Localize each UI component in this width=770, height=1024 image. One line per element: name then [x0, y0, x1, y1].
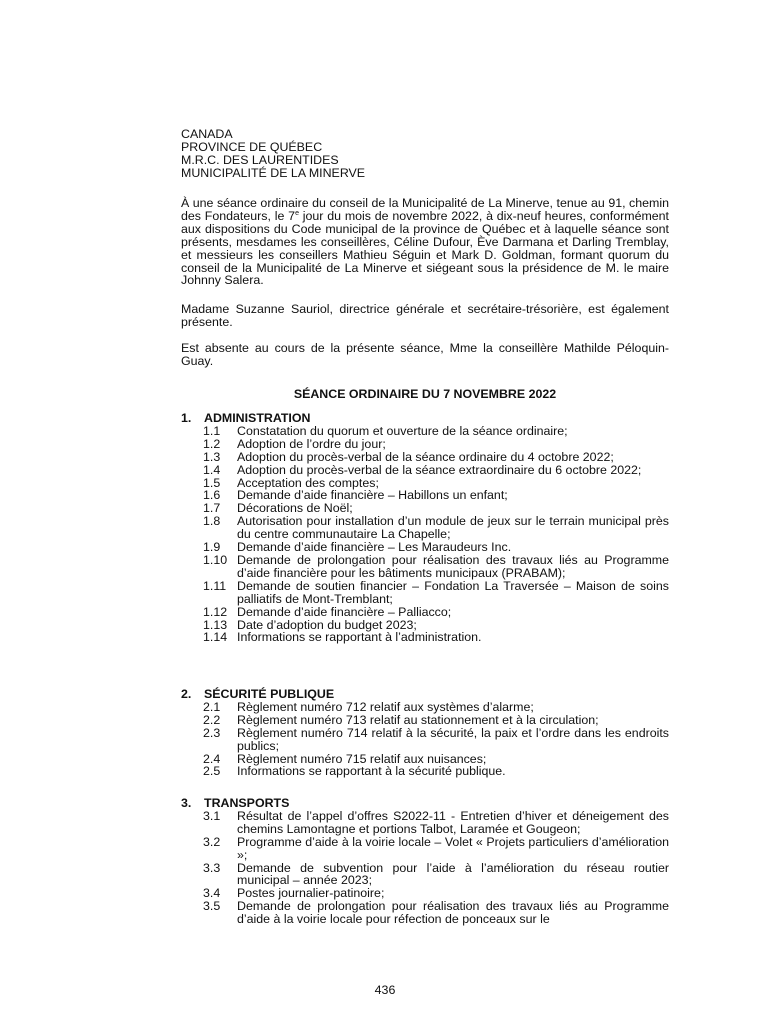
item-text: Date d’adoption du budget 2023;: [237, 617, 417, 632]
agenda-item: [181, 836, 669, 862]
item-number: 2.5: [203, 764, 221, 779]
header-mrc: M.R.C. DES LAURENTIDES: [181, 152, 339, 167]
item-text: Constatation du quorum et ouverture de la séance ordinaire;: [237, 423, 568, 438]
item-number: 1.9: [203, 540, 221, 555]
item-text: Adoption de l’ordre du jour;: [237, 436, 386, 451]
header-province: PROVINCE DE QUÉBEC: [181, 139, 323, 154]
item-number: 1.12: [203, 604, 228, 619]
item-text: Règlement numéro 713 relatif au stationnement et à la circulation;: [237, 712, 599, 727]
item-number: 3.1: [203, 808, 221, 823]
item-number: 1.6: [203, 488, 221, 503]
document-header: [181, 128, 681, 180]
agenda-item: [181, 810, 669, 836]
intro-paragraph-director: Madame Suzanne Sauriol, directrice générale et secrétaire-trésorière, est également présente.: [181, 302, 669, 329]
header-municipality: MUNICIPALITÉ DE LA MINERVE: [181, 165, 366, 180]
agenda-item: [181, 554, 669, 580]
item-text: Demande de subvention pour l’aide à l’amélioration du réseau routier municipal – année 2023;: [237, 860, 669, 888]
item-text: Résultat de l’appel d’offres S2022-11 - Entretien d’hiver et déneigement des chemins Lamontagne et portions Talbot, Laramée et Gougeon;: [237, 808, 669, 836]
section-heading: [181, 688, 669, 701]
agenda-item: [181, 425, 669, 438]
item-number: 2.1: [203, 699, 221, 714]
item-text: Demande de prolongation pour réalisation des travaux liés au Programme d’aide à la voirie locale pour réfection de ponceaux sur le: [237, 899, 669, 927]
section-administration: [181, 412, 669, 644]
item-number: 3.4: [203, 886, 221, 901]
item-text: Règlement numéro 715 relatif aux nuisances;: [237, 751, 487, 766]
agenda-item: [181, 438, 669, 451]
header-country: CANADA: [181, 127, 233, 141]
section-heading: [181, 797, 669, 810]
item-number: 2.3: [203, 725, 221, 740]
agenda-item: [181, 606, 669, 619]
agenda-item: [181, 727, 669, 753]
agenda-item: [181, 451, 669, 464]
item-text: Décorations de Noël;: [237, 501, 353, 516]
section-number: 1.: [181, 411, 192, 425]
section-heading: [181, 412, 669, 425]
agenda-item: [181, 701, 669, 714]
intro-paragraph-attendance: [181, 197, 669, 287]
item-number: 1.11: [203, 578, 227, 593]
item-text: Informations se rapportant à l’administration.: [237, 630, 482, 645]
item-number: 1.10: [203, 552, 228, 567]
item-number: 3.3: [203, 860, 221, 875]
section-public-safety: [181, 688, 669, 778]
item-text: Programme d’aide à la voirie locale – Volet « Projets particuliers d’amélioration »;: [237, 834, 669, 862]
item-text: Adoption du procès-verbal de la séance ordinaire du 4 octobre 2022;: [237, 449, 614, 464]
section-title: SÉCURITÉ PUBLIQUE: [204, 687, 335, 701]
item-number: 3.5: [203, 899, 221, 914]
item-text: Demande d’aide financière – Habillons un enfant;: [237, 488, 508, 503]
item-text: Adoption du procès-verbal de la séance extraordinaire du 6 octobre 2022;: [237, 462, 642, 477]
intro-text-part2: jour du mois de novembre 2022, à dix-neuf heures, conformément aux dispositions du Code municipal de la province de Québec et à laquelle séance sont présents, mesdames les conseillères, Céline Dufour, Ève Darmana et Darling Tremblay, et messieurs les conseillers Mathieu Séguin et Mark D. Goldman, formant quorum du conseil de la Municipalité de La Minerve et siégeant sous la présidence de M. le maire Johnny Salera.: [181, 208, 669, 288]
item-number: 1.14: [203, 630, 228, 645]
item-number: 1.3: [203, 449, 221, 464]
item-number: 1.1: [203, 423, 221, 438]
agenda-item: [181, 900, 669, 926]
item-number: 1.13: [203, 617, 228, 632]
item-text: Autorisation pour installation d’un module de jeux sur le terrain municipal près du centre communautaire La Chapelle;: [237, 514, 669, 542]
intro-text-part1: À une séance ordinaire du conseil de la Municipalité de La Minerve, tenue au 91, chemin des Fondateurs, le 7: [181, 196, 669, 223]
section-transports: [181, 797, 669, 926]
item-text: Règlement numéro 712 relatif aux systèmes d’alarme;: [237, 699, 534, 714]
section-title: TRANSPORTS: [204, 796, 290, 810]
item-number: 1.8: [203, 514, 221, 529]
section-number: 3.: [181, 796, 192, 810]
item-text: Demande d’aide financière – Les Maraudeurs Inc.: [237, 540, 512, 555]
agenda-item: [181, 464, 669, 477]
item-text: Informations se rapportant à la sécurité publique.: [237, 764, 506, 779]
section-title: ADMINISTRATION: [204, 411, 311, 425]
item-number: 2.4: [203, 751, 221, 766]
agenda-item: [181, 862, 669, 888]
agenda-item: [181, 714, 669, 727]
page-number: 436: [374, 983, 396, 997]
agenda-item: [181, 515, 669, 541]
item-number: 1.5: [203, 475, 221, 490]
intro-paragraph-absence: Est absente au cours de la présente séance, Mme la conseillère Mathilde Péloquin-Guay.: [181, 341, 669, 368]
item-number: 1.4: [203, 462, 221, 477]
item-text: Demande de soutien financier – Fondation La Traversée – Maison de soins palliatifs de Mont-Tremblant;: [237, 578, 669, 606]
intro-ordinal-superscript: e: [295, 209, 299, 217]
item-number: 1.7: [203, 501, 221, 516]
item-text: Demande d’aide financière – Palliacco;: [237, 604, 452, 619]
agenda-item: [181, 765, 669, 778]
agenda-item: [181, 631, 669, 644]
item-number: 2.2: [203, 712, 221, 727]
agenda-title: SÉANCE ORDINAIRE DU 7 NOVEMBRE 2022: [293, 387, 557, 401]
section-number: 2.: [181, 687, 192, 701]
agenda-item: [181, 580, 669, 606]
item-number: 3.2: [203, 834, 221, 849]
item-text: Acceptation des comptes;: [237, 475, 379, 490]
item-text: Demande de prolongation pour réalisation des travaux liés au Programme d’aide financière pour les bâtiments municipaux (PRABAM);: [237, 552, 669, 580]
item-number: 1.2: [203, 436, 221, 451]
item-text: Postes journalier-patinoire;: [237, 886, 385, 901]
item-text: Règlement numéro 714 relatif à la sécurité, la paix et l’ordre dans les endroits publics;: [237, 725, 669, 753]
